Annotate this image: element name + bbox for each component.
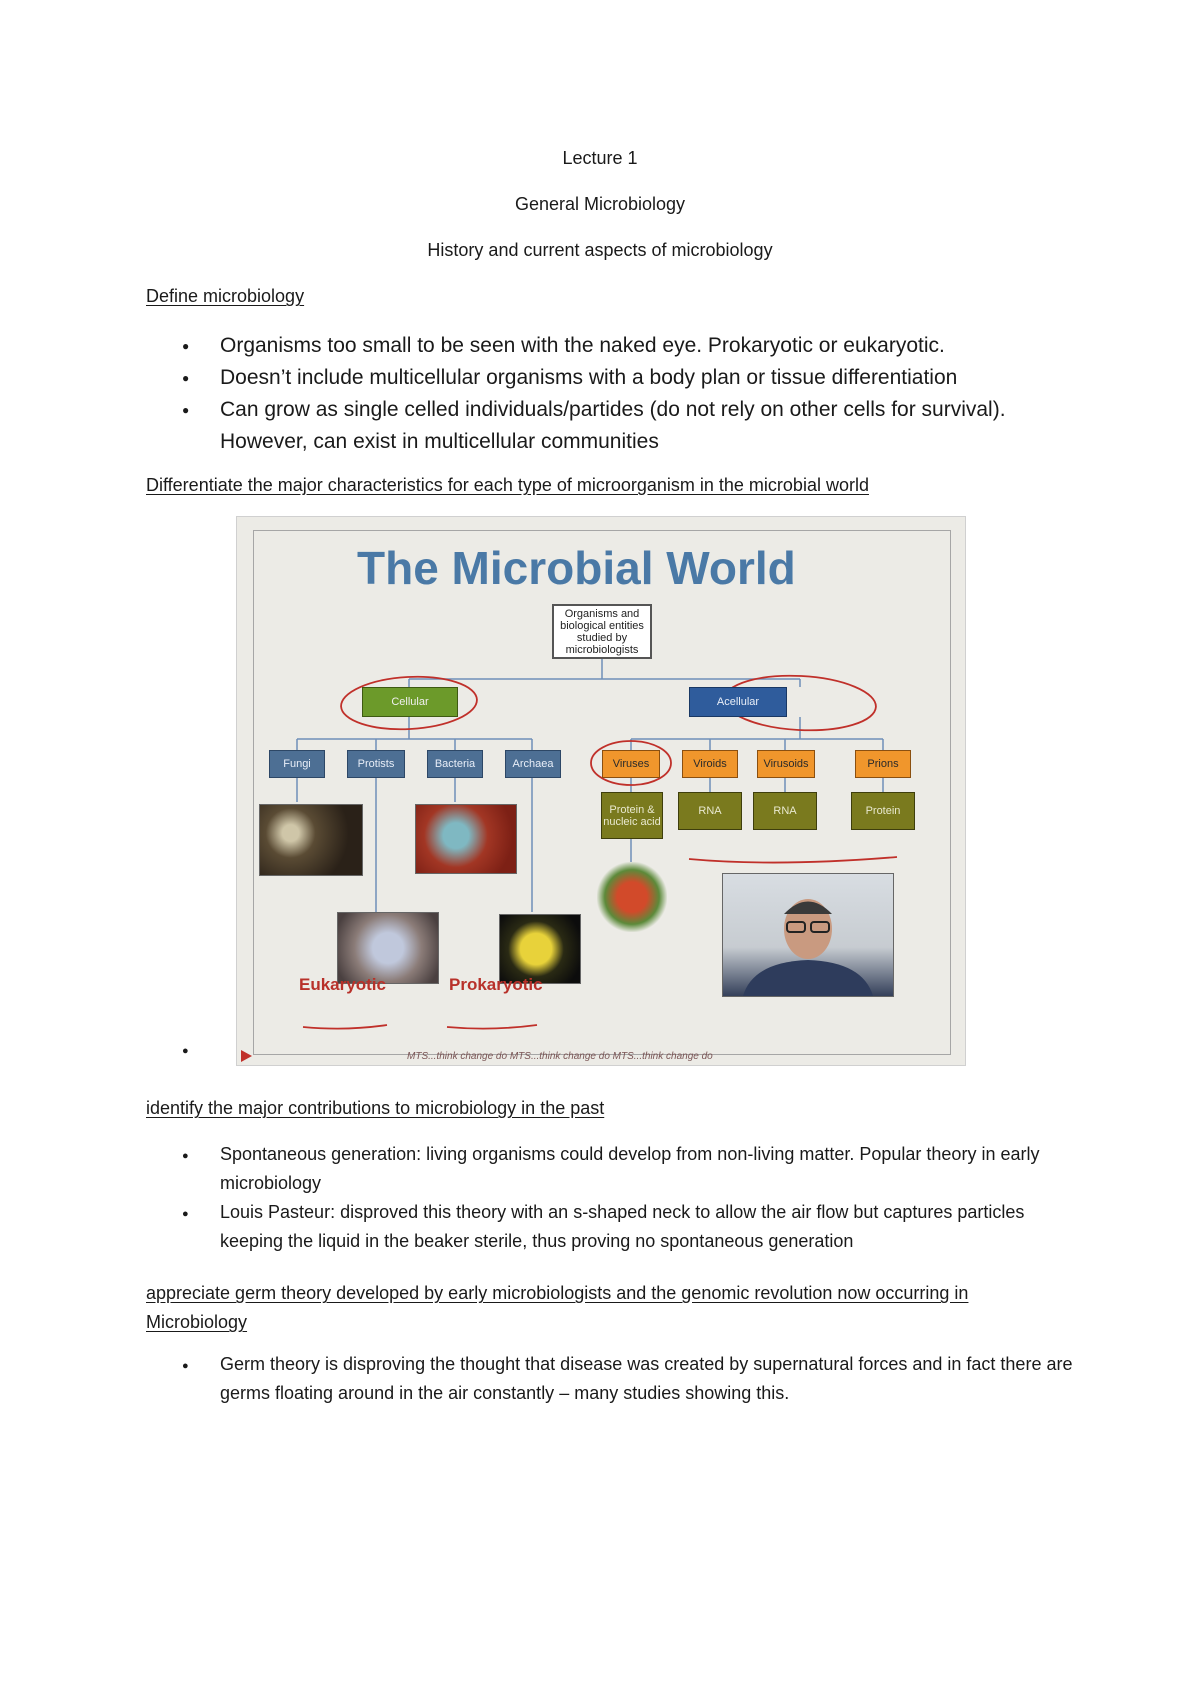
list-item: ● Organisms too small to be seen with the naked eye. Prokaryotic or eukaryotic. [182, 330, 1082, 362]
root-node: Organisms and biological entities studied by microbiologists [552, 604, 652, 659]
play-icon [241, 1050, 252, 1062]
list-item: ● Germ theory is disproving the thought that disease was created by supernatural forces and in fact there are germs floating around in the air constantly – many studies showing this. [182, 1350, 1082, 1408]
lecture-number: Lecture 1 [562, 148, 638, 168]
bacteria-micrograph [415, 804, 517, 874]
viroids-content-node: RNA [678, 792, 742, 830]
acellular-node: Acellular [689, 687, 787, 717]
viroids-node: Viroids [682, 750, 738, 778]
section-heading-contributions: identify the major contributions to microbiology in the past [146, 1098, 605, 1118]
lecture-topic: History and current aspects of microbiology [427, 240, 773, 260]
figure-title: The Microbial World [357, 542, 796, 594]
prokaryotic-label: Prokaryotic [449, 975, 543, 994]
bacteria-node: Bacteria [427, 750, 483, 778]
slide-footer: MTS...think change do MTS...think change do MTS...think change do [407, 1051, 713, 1062]
prions-node: Prions [855, 750, 911, 778]
protists-micrograph [337, 912, 439, 984]
protists-node: Protists [347, 750, 405, 778]
viruses-node: Viruses [602, 750, 660, 778]
prions-content-node: Protein [851, 792, 915, 830]
list-item: ● Doesn’t include multicellular organisms with a body plan or tissue differentiation [182, 362, 1082, 394]
archaea-micrograph [499, 914, 581, 984]
define-bullet-list [182, 330, 1082, 458]
microbial-world-figure [236, 516, 966, 1066]
figure-bullet-icon: ● [182, 1045, 189, 1057]
cellular-node: Cellular [362, 687, 458, 717]
fungi-node: Fungi [269, 750, 325, 778]
section-heading-germ-theory: appreciate germ theory developed by early microbiologists and the genomic revolution now occurring in Microbiology [146, 1283, 969, 1332]
virus-micrograph [597, 862, 667, 932]
list-item: ● Louis Pasteur: disproved this theory with an s-shaped neck to allow the air flow but captures particles keeping the liquid in the beaker sterile, thus proving no spontaneous generation [182, 1198, 1082, 1256]
course-title: General Microbiology [514, 194, 686, 214]
archaea-node: Archaea [505, 750, 561, 778]
section-heading-define: Define microbiology [146, 286, 305, 306]
germ-theory-bullet-list [182, 1350, 1082, 1408]
virusoids-content-node: RNA [753, 792, 817, 830]
list-item: ● Spontaneous generation: living organisms could develop from non-living matter. Popular theory in early microbiology [182, 1140, 1082, 1198]
virusoids-node: Virusoids [757, 750, 815, 778]
presenter-webcam [722, 873, 894, 997]
section-heading-differentiate: Differentiate the major characteristics for each type of microorganism in the microbial world [146, 475, 869, 495]
viruses-content-node: Protein & nucleic acid [601, 792, 663, 839]
eukaryotic-label: Eukaryotic [299, 975, 386, 994]
list-item: ● Can grow as single celled individuals/partides (do not rely on other cells for survival). However, can exist in multicellular communities [182, 394, 1082, 458]
contributions-bullet-list [182, 1140, 1082, 1256]
person-icon [723, 874, 893, 996]
fungi-micrograph [259, 804, 363, 876]
